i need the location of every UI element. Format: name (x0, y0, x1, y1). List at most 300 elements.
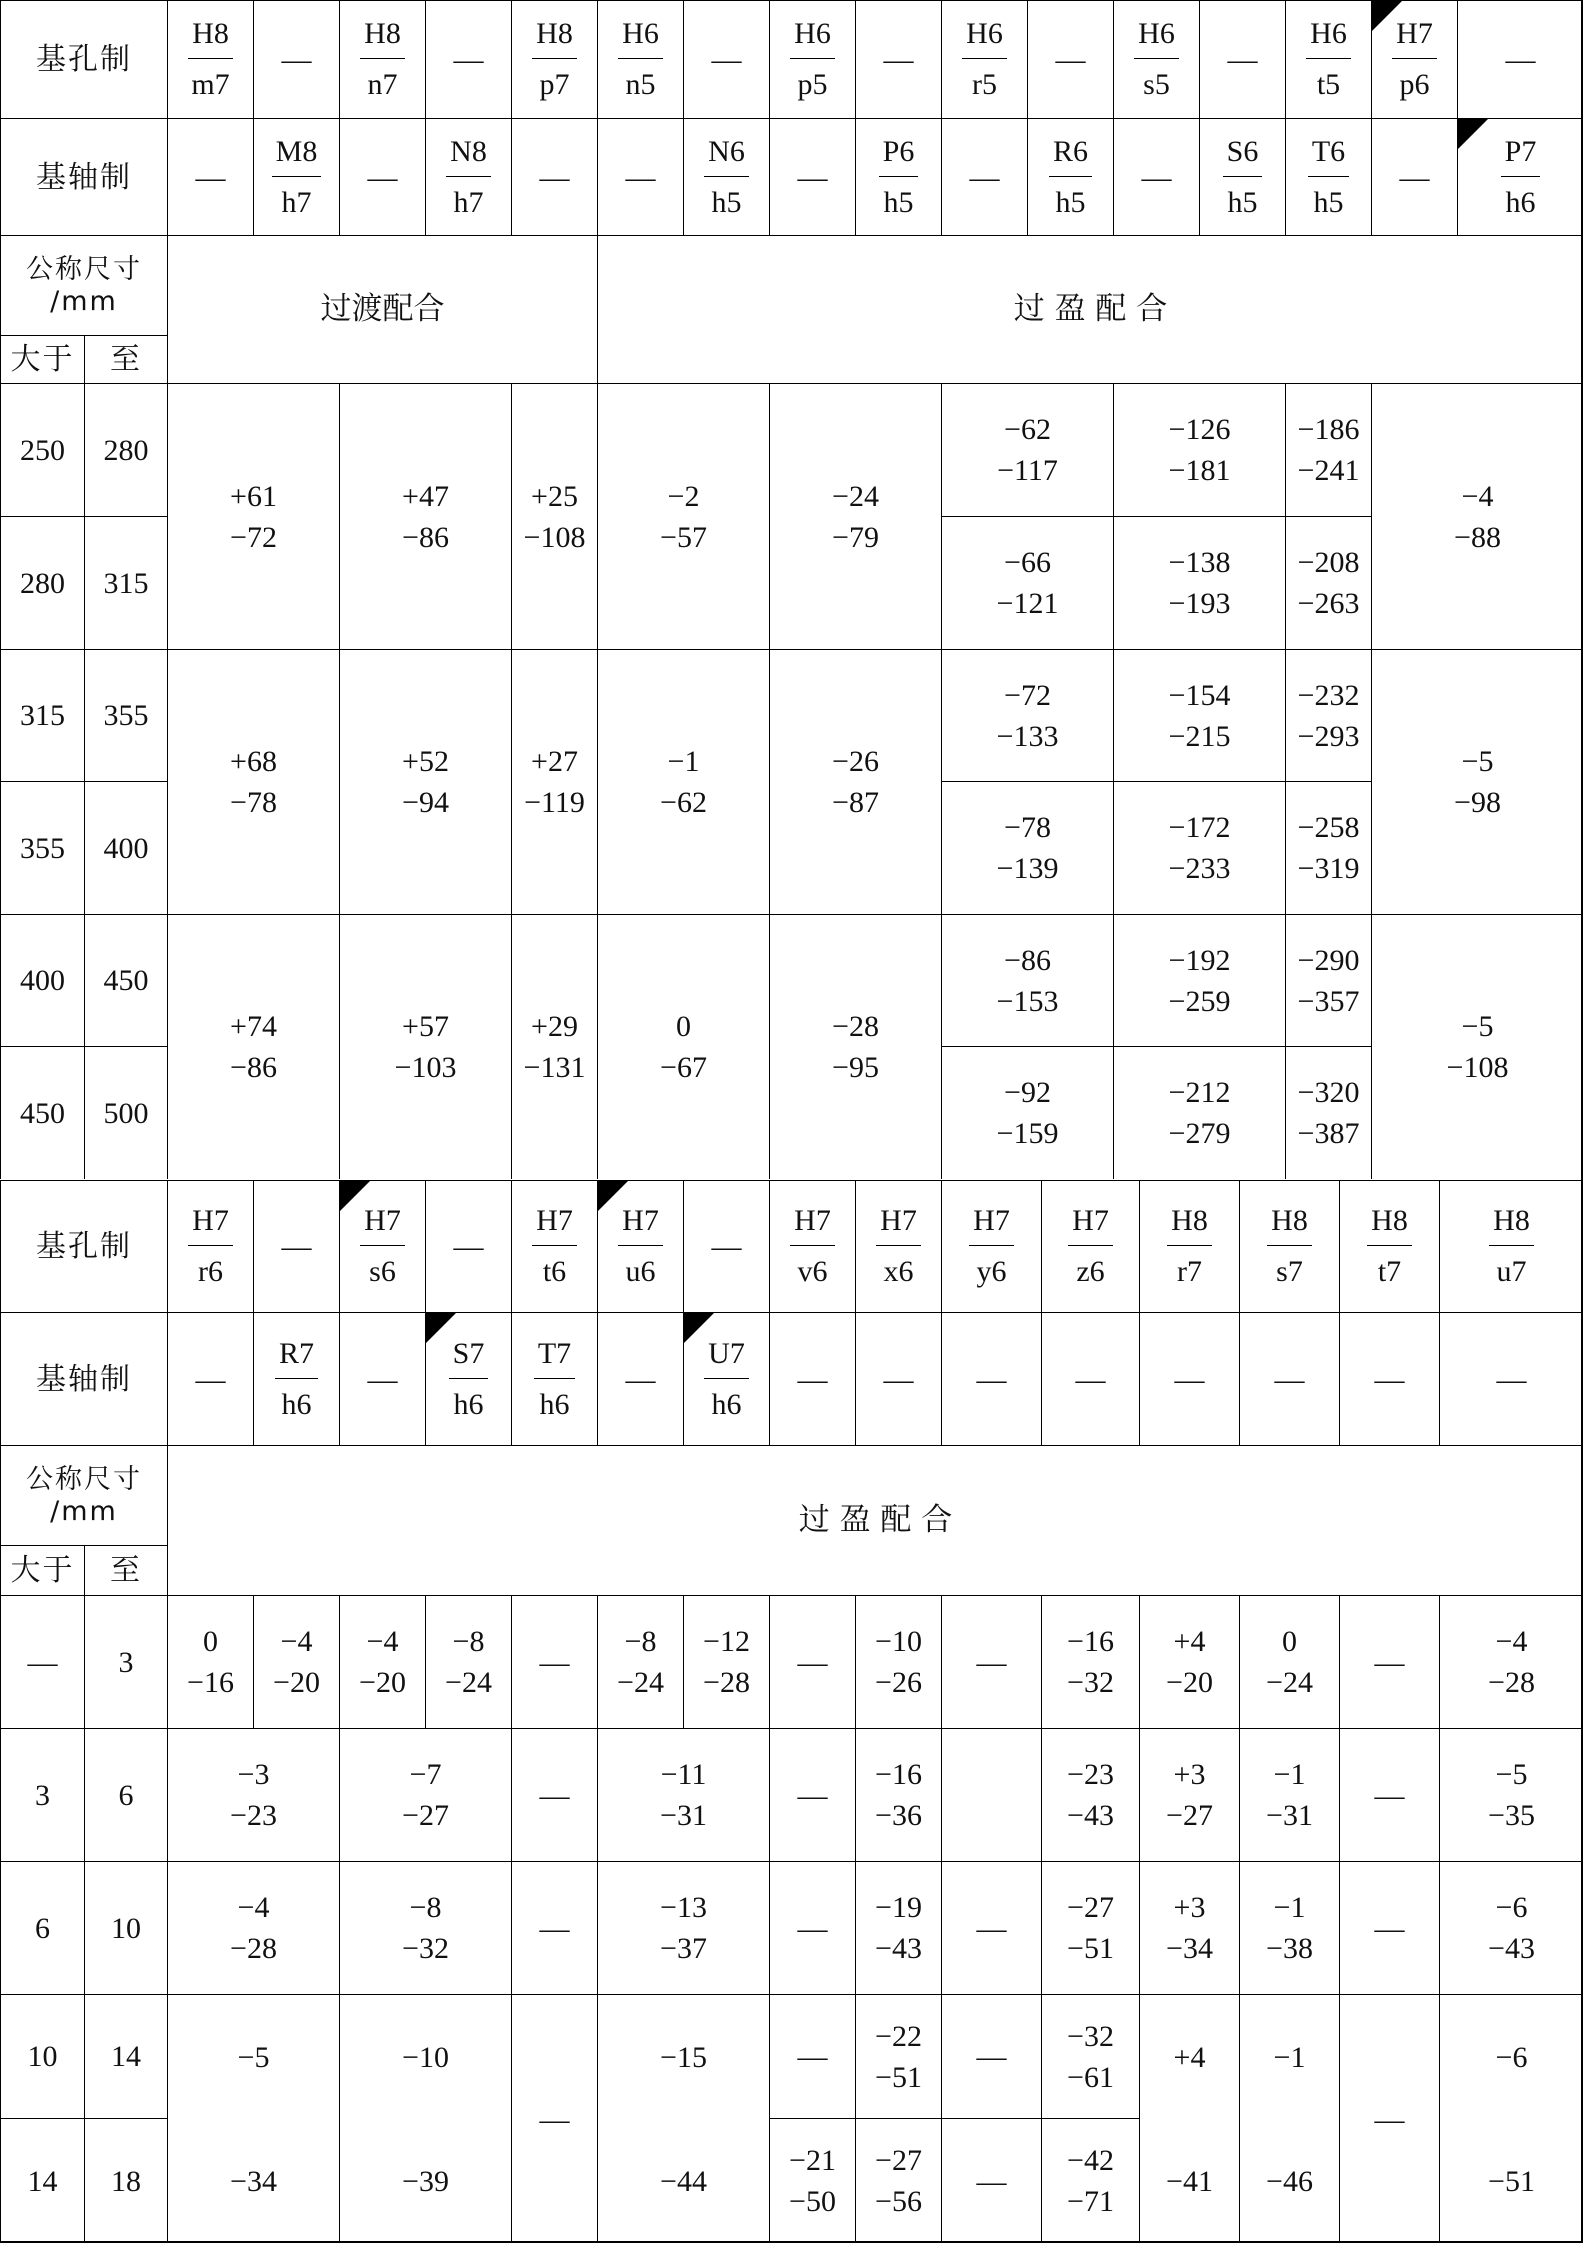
limit-lower: −51 (875, 2060, 922, 2094)
limit-of-fit-cell (1285, 781, 1371, 914)
hole-fit-dash: — (1505, 43, 1536, 76)
size-header-text: 公称尺寸 (26, 1463, 142, 1495)
fit-fraction (532, 1201, 577, 1292)
limit-of-fit-cell (1113, 383, 1285, 516)
shaft-basis-fit (511, 1312, 597, 1445)
size-upto-value: 450 (103, 964, 149, 997)
limit-upper: −1 (667, 745, 700, 778)
hole-basis-fit (683, 1180, 769, 1312)
limit-upper: −92 (1004, 1076, 1051, 1109)
limit-of-fit-cell (1041, 1728, 1139, 1861)
size-over (0, 516, 84, 649)
shaft-tolerance: h5 (1227, 185, 1258, 219)
shaft-basis-fit (1113, 118, 1199, 235)
size-over-value: 250 (20, 433, 65, 467)
limit-of-fit-cell (425, 1595, 511, 1728)
limit-lower: −259 (1168, 984, 1231, 1018)
limit-of-fit-cell (339, 914, 511, 1179)
hole-tolerance: H6 (1134, 14, 1179, 59)
shaft-tolerance: v6 (797, 1255, 828, 1288)
size-upto (84, 1728, 167, 1861)
limit-lower: −387 (1297, 1117, 1360, 1150)
size-upto-value: 355 (103, 699, 149, 732)
limit-upper: −186 (1297, 413, 1360, 446)
fit-fraction (1068, 1201, 1113, 1292)
limit-upper: +4 (1173, 2040, 1206, 2074)
hole-fit-dash: — (883, 43, 914, 76)
limit-lower: −24 (445, 1666, 492, 1699)
limit-of-fit-cell (1439, 1595, 1583, 1728)
limit-of-fit-cell (1041, 1994, 1139, 2118)
hole-basis-fit (683, 0, 769, 118)
fit-fraction (704, 1334, 749, 1425)
limit-lower: −86 (402, 520, 449, 554)
upto-text: 至 (110, 342, 142, 377)
limit-dash: — (539, 1645, 570, 1679)
size-header (0, 1445, 167, 1545)
limit-upper: +29 (531, 1010, 578, 1043)
limit-upper: −16 (1067, 1625, 1114, 1658)
hole-tolerance: H7 (790, 1201, 835, 1246)
shaft-basis-label (0, 118, 167, 235)
size-upto (84, 1861, 167, 1994)
limit-lower: −39 (402, 2164, 449, 2198)
shaft-tolerance: p7 (539, 68, 570, 101)
shaft-basis-fit (1457, 118, 1583, 235)
limit-lower: −181 (1168, 454, 1231, 487)
limit-lower: −44 (660, 2164, 707, 2198)
fit-fraction (534, 1334, 575, 1425)
limit-upper: −290 (1297, 943, 1360, 977)
limit-of-fit-cell (1113, 781, 1285, 914)
hole-fit-dash: — (281, 1230, 312, 1263)
limit-lower: −94 (402, 786, 449, 819)
size-upto (84, 1595, 167, 1728)
size-upto-value: 14 (111, 2040, 141, 2073)
hole-tolerance: H6 (1306, 14, 1351, 59)
limit-of-fit-cell (855, 2118, 941, 2243)
fit-fraction (449, 1334, 489, 1425)
limit-lower: −16 (187, 1666, 234, 1699)
limit-of-fit-cell (941, 1994, 1041, 2118)
fit-fraction (188, 1201, 233, 1292)
hole-tolerance: H8 (360, 14, 405, 59)
fit-fraction (618, 1201, 663, 1292)
limit-lower: −43 (1067, 1799, 1114, 1832)
fit-fraction (704, 132, 749, 223)
shaft-tolerance: h5 (1313, 185, 1344, 219)
limit-lower: −20 (273, 1666, 320, 1699)
preferred-fit-marker (426, 1313, 456, 1343)
fit-fraction (618, 14, 663, 105)
limit-upper: −66 (1004, 546, 1051, 579)
limit-dash: — (1374, 1645, 1405, 1679)
limit-lower: −133 (996, 719, 1059, 753)
shaft-basis-fit (1285, 118, 1371, 235)
hole-basis-text: 基孔制 (36, 42, 132, 77)
limit-lower: −20 (1166, 1666, 1213, 1699)
size-over (0, 383, 84, 516)
limit-upper: −86 (1004, 943, 1051, 977)
limit-of-fit-cell (1139, 1994, 1239, 2243)
limit-lower: −27 (1166, 1799, 1213, 1832)
hole-basis-fit (1371, 0, 1457, 118)
shaft-fit-dash: — (969, 160, 1000, 194)
shaft-tolerance: s5 (1143, 68, 1170, 101)
limit-of-fit-cell (769, 1595, 855, 1728)
limit-of-fit-cell (1439, 1728, 1583, 1861)
shaft-tolerance: t5 (1316, 68, 1341, 101)
limit-lower: −26 (875, 1666, 922, 1699)
shaft-basis-fit (855, 118, 941, 235)
hole-fit-dash: — (281, 43, 312, 76)
shaft-basis-fit (1041, 1312, 1139, 1445)
shaft-fit-dash: — (1496, 1362, 1527, 1396)
hole-basis-fit (425, 1180, 511, 1312)
limit-of-fit-cell (1285, 914, 1371, 1046)
limit-lower: −24 (617, 1666, 664, 1699)
fit-fraction (272, 132, 322, 223)
limit-of-fit-cell (1285, 516, 1371, 649)
limit-of-fit-cell (167, 1861, 339, 1994)
limit-upper: 0 (1282, 1625, 1297, 1658)
size-over-value: 14 (27, 2164, 58, 2198)
hole-tolerance: H7 (969, 1201, 1014, 1246)
limit-upper: −78 (1004, 811, 1051, 844)
limit-of-fit-cell (597, 383, 769, 649)
limit-lower: −62 (660, 786, 707, 819)
limit-upper: −28 (832, 1010, 879, 1043)
fit-fraction (446, 132, 491, 223)
shaft-fit-dash: — (625, 1362, 656, 1396)
limit-lower: −23 (230, 1799, 277, 1832)
size-upto-value: 500 (103, 1096, 149, 1130)
limit-upper: −6 (1495, 1891, 1528, 1924)
fit-fraction (360, 1201, 405, 1292)
limit-of-fit-cell (941, 649, 1113, 781)
limit-of-fit-cell (769, 383, 941, 649)
over-text: 大于 (10, 1553, 75, 1588)
limit-of-fit-cell (1139, 1595, 1239, 1728)
hole-fit-dash: — (453, 43, 484, 76)
limit-upper: −10 (875, 1625, 922, 1658)
transition-title-text: 过渡配合 (320, 291, 445, 327)
limit-lower: −87 (832, 786, 879, 819)
hole-basis-fit (941, 0, 1027, 118)
limit-of-fit-cell (167, 1728, 339, 1861)
interference-title-text: 过 盈 配 合 (1013, 291, 1168, 327)
limit-upper: +47 (402, 479, 449, 513)
limit-of-fit-cell (167, 649, 339, 914)
limit-lower: −95 (832, 1051, 879, 1084)
limit-of-fit-cell (1041, 1861, 1139, 1994)
limit-upper: −11 (660, 1758, 707, 1791)
hole-tolerance: N8 (446, 132, 491, 177)
preferred-fit-marker (684, 1313, 714, 1343)
limit-upper: +52 (402, 745, 449, 778)
limit-of-fit-cell (597, 1728, 769, 1861)
limit-lower: −121 (996, 587, 1059, 620)
limit-of-fit-cell (941, 516, 1113, 649)
size-upto-value: 400 (103, 831, 149, 865)
limit-upper: −27 (875, 2144, 922, 2177)
limit-lower: −159 (996, 1117, 1059, 1150)
hole-basis-fit (1139, 1180, 1239, 1312)
limit-of-fit-cell (511, 1595, 597, 1728)
shaft-basis-fit (339, 118, 425, 235)
shaft-tolerance: s7 (1276, 1255, 1303, 1288)
fit-fraction (360, 14, 405, 105)
limit-lower: −233 (1168, 852, 1231, 885)
shaft-basis-fit (769, 118, 855, 235)
limit-dash: — (976, 2164, 1007, 2198)
shaft-tolerance: t6 (542, 1255, 567, 1288)
limit-dash: — (797, 2040, 828, 2073)
fit-fraction (1501, 132, 1541, 223)
size-over-value: — (27, 1645, 58, 1679)
shaft-basis-label (0, 1312, 167, 1445)
hole-basis-fit (769, 1180, 855, 1312)
limit-lower: −279 (1168, 1117, 1231, 1150)
shaft-fit-dash: — (1274, 1362, 1305, 1396)
fit-fraction (1306, 14, 1351, 105)
limit-lower: −78 (230, 786, 277, 819)
hole-basis-fit (339, 1180, 425, 1312)
hole-tolerance: H8 (1267, 1201, 1312, 1246)
limit-lower: −34 (1166, 1932, 1213, 1965)
size-upto (84, 1046, 167, 1179)
limit-of-fit-cell (855, 1595, 941, 1728)
hole-tolerance: T7 (534, 1334, 575, 1379)
shaft-basis-fit (425, 118, 511, 235)
size-upto (84, 1994, 167, 2118)
size-unit-text: /mm (50, 285, 118, 317)
limit-upper: −5 (1495, 1758, 1528, 1791)
limit-of-fit-cell (855, 1861, 941, 1994)
shaft-fit-dash: — (976, 1362, 1007, 1396)
limit-lower: −46 (1266, 2164, 1313, 2198)
limit-upper: −232 (1297, 678, 1360, 712)
limit-upper: −6 (1495, 2040, 1528, 2074)
limit-of-fit-cell (167, 383, 339, 649)
shaft-basis-fit (339, 1312, 425, 1445)
hole-fit-dash: — (711, 1230, 742, 1263)
limit-upper: +68 (230, 745, 277, 778)
limit-upper: −4 (1495, 1625, 1528, 1658)
size-upto (84, 516, 167, 649)
limit-of-fit-cell (1439, 1994, 1583, 2243)
hole-basis-fit (769, 0, 855, 118)
limit-lower: −31 (1266, 1799, 1313, 1832)
limit-of-fit-cell (339, 1728, 511, 1861)
shaft-tolerance: u6 (625, 1255, 656, 1288)
hole-tolerance: H6 (962, 14, 1007, 59)
limit-upper: +4 (1173, 1625, 1206, 1658)
shaft-tolerance: h5 (711, 185, 742, 219)
size-header (0, 235, 167, 335)
limit-of-fit-cell (1339, 1728, 1439, 1861)
size-over-value: 450 (20, 1096, 65, 1130)
limit-of-fit-cell (597, 649, 769, 914)
limit-upper: −24 (832, 479, 879, 513)
interference-fit-title (167, 1445, 1583, 1595)
shaft-basis-fit (253, 118, 339, 235)
limit-lower: −241 (1297, 454, 1360, 487)
fit-fraction (1489, 1201, 1534, 1292)
limit-upper: −208 (1297, 546, 1360, 579)
shaft-basis-text: 基轴制 (36, 159, 132, 195)
limit-of-fit-cell (253, 1595, 339, 1728)
limit-of-fit-cell (1239, 1861, 1339, 1994)
limit-upper: 0 (203, 1625, 218, 1658)
shaft-fit-dash: — (797, 160, 828, 194)
fit-fraction (962, 14, 1007, 105)
shaft-fit-dash: — (1075, 1362, 1106, 1396)
preferred-fit-marker (1458, 119, 1488, 149)
limit-of-fit-cell (769, 1994, 855, 2118)
size-over-value: 280 (20, 566, 65, 600)
hole-tolerance: H7 (188, 1201, 233, 1246)
limit-lower: −28 (230, 1932, 277, 1965)
limit-of-fit-cell (1239, 1994, 1339, 2243)
limit-of-fit-cell (511, 1728, 597, 1861)
fit-fraction (275, 1334, 318, 1425)
limit-dash: — (976, 1645, 1007, 1679)
limit-upper: −212 (1168, 1076, 1231, 1109)
shaft-basis-fit (597, 1312, 683, 1445)
limit-lower: −72 (230, 520, 277, 554)
shaft-basis-fit (425, 1312, 511, 1445)
limit-of-fit-cell (1113, 516, 1285, 649)
hole-basis-fit (855, 1180, 941, 1312)
limit-upper: −1 (1273, 1891, 1306, 1924)
limit-lower: −34 (230, 2164, 277, 2198)
size-upto (84, 781, 167, 914)
limit-lower: −357 (1297, 984, 1360, 1018)
size-over-value: 315 (20, 699, 65, 732)
fit-fraction (876, 1201, 921, 1292)
shaft-tolerance: t7 (1377, 1255, 1402, 1288)
limit-of-fit-cell (1041, 2118, 1139, 2243)
shaft-fit-dash: — (195, 160, 226, 194)
shaft-fit-dash: — (195, 1362, 226, 1396)
fit-fraction (879, 132, 919, 223)
limit-lower: −32 (402, 1932, 449, 1965)
size-upto (84, 914, 167, 1046)
limit-lower: −50 (789, 2185, 836, 2218)
shaft-fit-dash: — (1141, 160, 1172, 194)
size-upto-value: 10 (111, 1911, 141, 1945)
limit-of-fit-cell (339, 383, 511, 649)
limit-lower: −36 (875, 1799, 922, 1832)
limit-lower: −31 (660, 1799, 707, 1832)
hole-basis-fit (511, 0, 597, 118)
hole-basis-fit (941, 1180, 1041, 1312)
limit-of-fit-cell (941, 1595, 1041, 1728)
shaft-fit-dash: — (883, 1362, 914, 1396)
hole-tolerance: P6 (879, 132, 919, 177)
limit-lower: −57 (660, 520, 707, 554)
hole-basis-fit (1027, 0, 1113, 118)
upto-text: 至 (110, 1553, 142, 1588)
shaft-fit-dash: — (1174, 1362, 1205, 1396)
limit-lower: −43 (1488, 1932, 1535, 1965)
hole-tolerance: R7 (275, 1334, 318, 1379)
limit-lower: −20 (359, 1666, 406, 1699)
hole-basis-fit (1239, 1180, 1339, 1312)
hole-basis-fit (1041, 1180, 1139, 1312)
limit-lower: −67 (660, 1051, 707, 1084)
limit-lower: −61 (1067, 2060, 1114, 2094)
shaft-tolerance: r6 (197, 1255, 223, 1288)
limit-of-fit-cell (1339, 1595, 1439, 1728)
shaft-fit-dash: — (367, 1362, 398, 1396)
hole-tolerance: H6 (618, 14, 663, 59)
size-upto (84, 649, 167, 781)
limit-lower: −86 (230, 1051, 277, 1084)
limit-of-fit-cell (167, 1595, 253, 1728)
shaft-basis-fit (253, 1312, 339, 1445)
limit-of-fit-cell (941, 914, 1113, 1046)
shaft-fit-dash: — (539, 160, 570, 194)
limit-upper: −7 (409, 1758, 442, 1791)
hole-basis-fit (167, 0, 253, 118)
limit-of-fit-cell (339, 1994, 511, 2243)
size-over (0, 1046, 84, 1179)
limit-dash: — (1374, 1778, 1405, 1812)
limit-dash: — (797, 1778, 828, 1812)
hole-basis-fit (1113, 0, 1199, 118)
shaft-tolerance: h7 (281, 185, 312, 219)
fit-fraction (790, 1201, 835, 1292)
over-header (0, 1545, 84, 1595)
size-over (0, 1994, 84, 2118)
preferred-fit-marker (598, 1181, 628, 1211)
limit-upper: +27 (531, 745, 578, 778)
interference-title-text: 过 盈 配 合 (798, 1502, 953, 1538)
hole-fit-dash: — (1227, 43, 1258, 76)
limit-of-fit-cell (1113, 1046, 1285, 1179)
hole-basis-label (0, 0, 167, 118)
limit-of-fit-cell (1285, 383, 1371, 516)
limit-of-fit-cell (511, 383, 597, 649)
limit-upper: −62 (1004, 413, 1051, 446)
limit-lower: −35 (1488, 1799, 1535, 1832)
size-upto-value: 6 (118, 1778, 134, 1812)
hole-tolerance: H7 (1068, 1201, 1113, 1246)
limit-dash: — (539, 1911, 570, 1945)
shaft-tolerance: h6 (539, 1387, 570, 1421)
shaft-basis-fit (855, 1312, 941, 1445)
shaft-basis-fit (597, 118, 683, 235)
hole-basis-fit (855, 0, 941, 118)
fit-fraction (1223, 132, 1263, 223)
limit-of-fit-cell (941, 1861, 1041, 1994)
limit-upper: −5 (237, 2040, 270, 2074)
upto-header (84, 1545, 167, 1595)
hole-tolerance: T6 (1308, 132, 1349, 177)
limit-of-fit-cell (511, 649, 597, 914)
limit-lower: −263 (1297, 587, 1360, 620)
hole-basis-fit (597, 0, 683, 118)
limit-upper: −4 (366, 1625, 399, 1658)
limit-upper: −1 (1273, 1758, 1306, 1791)
shaft-tolerance: p5 (797, 68, 828, 101)
limit-upper: −4 (1461, 479, 1494, 513)
size-over-value: 400 (20, 964, 65, 997)
limit-lower: −88 (1454, 520, 1501, 554)
limit-upper: 0 (676, 1010, 691, 1043)
